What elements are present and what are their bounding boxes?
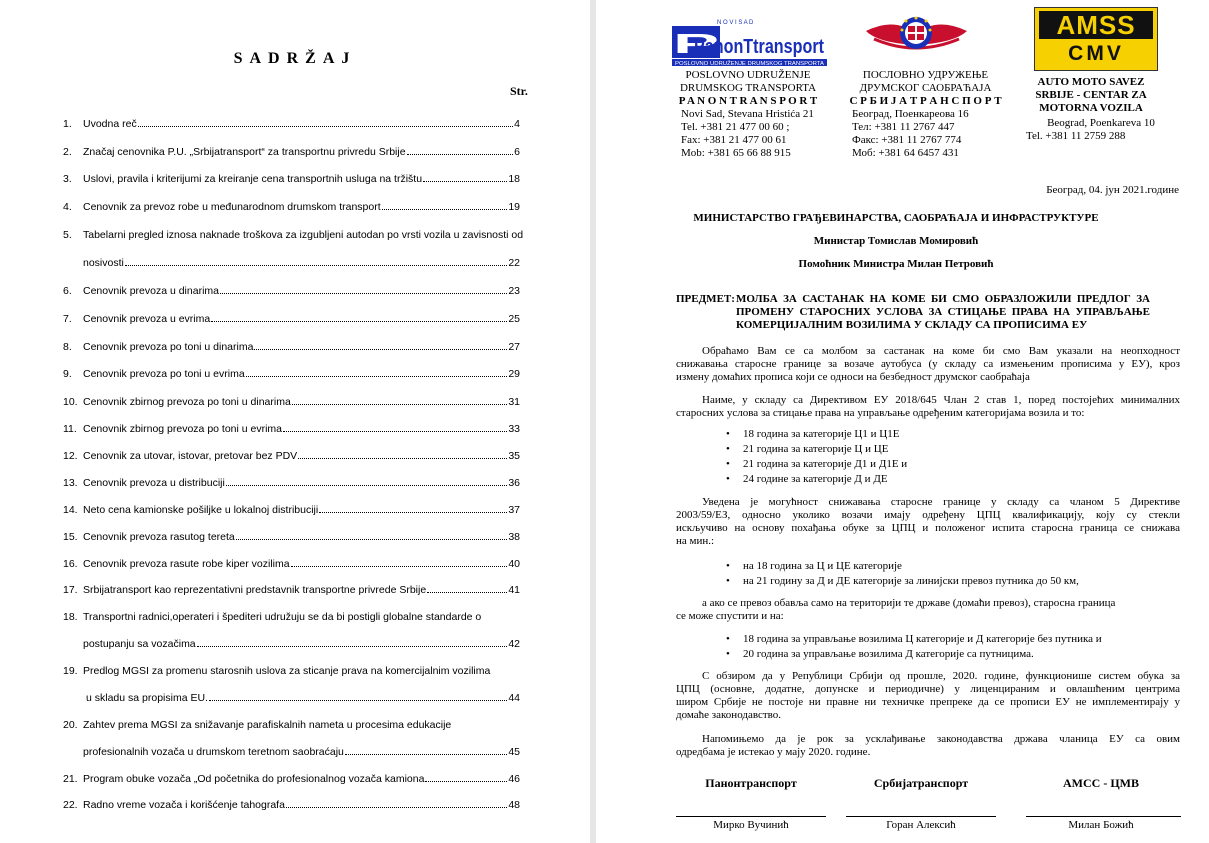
- toc-entry-page: 4: [514, 118, 520, 130]
- signature-line: [846, 816, 996, 817]
- toc-entry-page: 35: [508, 450, 520, 462]
- age-list-1: [743, 427, 1163, 487]
- toc-entry-page: 29: [508, 368, 520, 380]
- paragraph-5: [676, 670, 1180, 722]
- para-line: Уведена је могућност снижавања старосне границе у складу са чланом 5 Директиве: [702, 496, 1180, 508]
- toc-entry-text: Cenovnik prevoza po toni u dinarima: [83, 341, 254, 353]
- para-line: домаће законодавство.: [676, 709, 782, 721]
- toc-entry-page: 33: [508, 423, 520, 435]
- list-item: • 21 година за категорије Д1 и Д1Е и: [743, 457, 1163, 472]
- para-line: Обраћамо Вам се са молбом за састанак на коме би смо Вам указали на неопходност: [702, 345, 1180, 357]
- toc-entry: [83, 228, 523, 242]
- toc-entry-text: Predlog MGSI za promenu starosnih uslova za sticanje prava na komercijalnim vozilima: [83, 665, 491, 677]
- para-line: Наиме, у складу са Директивом ЕУ 2018/645 Члан 2 став 1, поред постојећих минималних: [702, 394, 1180, 406]
- srbijatransport-logo: [864, 9, 969, 69]
- toc-entry: [83, 117, 513, 131]
- toc-leader-dots: [345, 745, 507, 755]
- toc-entry: [83, 312, 507, 326]
- toc-entry-text: Program obuke vozača „Od početnika do profesionalnog vozača kamiona: [83, 773, 425, 785]
- toc-page-header: Str.: [510, 84, 528, 98]
- subject-label: ПРЕДМЕТ:: [676, 293, 735, 305]
- toc-entry-number: 16.: [63, 558, 78, 570]
- para-line: измену домаћих прописа који се односи на безбедност друмског саобраћаја: [676, 371, 1030, 383]
- amss-logo: [1034, 7, 1158, 71]
- letter-date: Београд, 04. јун 2021.године: [1046, 184, 1179, 196]
- toc-entry-page: 38: [508, 531, 520, 543]
- toc-entry-page: 22: [508, 257, 520, 269]
- org-panontransport-header: [658, 69, 838, 108]
- signatory-org-1: Панонтранспорт: [705, 776, 797, 790]
- org-detail: Моб: +381 64 6457 431: [852, 147, 959, 159]
- toc-entry: [83, 395, 507, 409]
- toc-leader-dots: [211, 312, 507, 322]
- subject-line: ПРОМЕНУ СТАРОСНИХ УСЛОВА ЗА СТИЦАЊЕ ПРАВА НА УПРАВЉАЊЕ: [736, 306, 1150, 318]
- subject-text: [736, 293, 1150, 332]
- toc-entry-number: 9.: [63, 368, 72, 380]
- org-detail: Mob: +381 65 66 88 915: [681, 147, 791, 159]
- toc-entry-number: 4.: [63, 201, 72, 213]
- signature-line: [1026, 816, 1181, 817]
- toc-leader-dots: [427, 583, 507, 593]
- toc-entry-number: 15.: [63, 531, 78, 543]
- list-item: • на 21 годину за Д и ДЕ категорије за линијски превоз путника до 50 км,: [743, 574, 1173, 589]
- toc-entry: [83, 798, 507, 812]
- toc-entry: [83, 284, 507, 298]
- recipient-ministry: МИНИСТАРСТВО ГРАЂЕВИНАРСТВА, САОБРАЋАЈА И ИНФРАСТРУКТУРЕ: [693, 212, 1099, 224]
- toc-entry-page: 25: [508, 313, 520, 325]
- toc-entry-number: 3.: [63, 173, 72, 185]
- toc-entry-text: Cenovnik prevoza rasute robe kiper vozilima: [83, 558, 290, 570]
- toc-entry: [83, 172, 507, 186]
- toc-entry-text: Transportni radnici,operateri i špediteri udružuju se da bi postigli globalne standarde o: [83, 611, 482, 623]
- toc-entry-text: Cenovnik prevoza u distribuciji: [83, 477, 225, 489]
- toc-leader-dots: [298, 449, 507, 459]
- toc-entry-page: 18: [508, 173, 520, 185]
- toc-leader-dots: [236, 530, 507, 540]
- toc-entry: [83, 583, 507, 597]
- signatory-org-2: Србијатранспорт: [873, 776, 969, 790]
- org-line: SRBIJE - CENTAR ZA: [1035, 89, 1147, 101]
- toc-entry-text: Cenovnik zbirnog prevoza po toni u evrima: [83, 423, 283, 435]
- toc-entry-text: Značaj cenovnika P.U. „Srbijatransport“ za transportnu privredu Srbije: [83, 146, 406, 158]
- toc-leader-dots: [319, 503, 507, 513]
- toc-entry-text: Cenovnik zbirnog prevoza po toni u dinarima: [83, 396, 291, 408]
- toc-entry-number: 14.: [63, 504, 78, 516]
- toc-entry-text: postupanju sa vozačima: [83, 638, 196, 650]
- toc-leader-dots: [291, 557, 507, 567]
- paragraph-3: [676, 496, 1180, 548]
- panon-logo-p: P: [673, 28, 719, 59]
- org-amss-details: [1026, 117, 1176, 143]
- amss-logo-top: AMSS: [1039, 11, 1153, 39]
- toc-entry-page: 19: [508, 201, 520, 213]
- org-line: POSLOVNO UDRUŽENJE: [685, 69, 811, 81]
- toc-leader-dots: [292, 395, 507, 405]
- toc-entry-number: 20.: [63, 719, 78, 731]
- para-line: старосних услова за стицање права на управљање одређеним категоријама возила и то:: [676, 407, 1085, 419]
- org-line: ПОСЛОВНО УДРУЖЕЊЕ: [862, 69, 989, 81]
- toc-leader-dots: [125, 256, 507, 266]
- para-line: 2003/59/ЕЗ, односно уколико возачи имају одређену ЦПЦ квалификацију, коју су стекли: [676, 509, 1180, 521]
- toc-entry-text: Tabelarni pregled iznosa naknade troškova za izgubljeni autodan po vrsti vozila u zavisnosti od: [83, 229, 524, 241]
- org-detail: Novi Sad, Stevana Hristića 21: [681, 108, 814, 120]
- toc-entry: [83, 200, 507, 214]
- toc-entry-number: 11.: [63, 423, 77, 435]
- org-name: С Р Б И Ј А Т Р А Н С П О Р Т: [849, 95, 1002, 107]
- toc-entry-page: 45: [508, 746, 520, 758]
- signature-line: [676, 816, 826, 817]
- panon-logo-main: PanonTtransport: [694, 36, 825, 58]
- toc-entry-page: 41: [508, 584, 520, 596]
- toc-leader-dots: [254, 340, 507, 350]
- subject-line: МОЛБА ЗА САСТАНАК НА КОМЕ БИ СМО ОБРАЗЛОЖИЛИ ПРЕДЛОГ ЗА: [736, 293, 1150, 305]
- toc-entry: [83, 610, 481, 624]
- toc-entry-text: Cenovnik prevoza rasutog tereta: [83, 531, 235, 543]
- toc-leader-dots: [138, 117, 513, 127]
- toc-leader-dots: [382, 200, 507, 210]
- toc-entry-text: Zahtev prema MGSI za snižavanje parafiskalnih nameta u procesima edukacije: [83, 719, 452, 731]
- toc-entry-number: 8.: [63, 341, 72, 353]
- toc-entry-text: Cenovnik prevoza u dinarima: [83, 285, 219, 297]
- toc-leader-dots: [246, 367, 507, 377]
- toc-entry-text: u skladu sa propisima EU.: [86, 692, 208, 704]
- letter-recipient: [636, 207, 1156, 276]
- paragraph-2: [676, 394, 1180, 420]
- toc-entry: [83, 718, 451, 732]
- org-detail: Београд, Поенкареова 16: [852, 108, 969, 120]
- org-detail: Tel. +381 11 2759 288: [1026, 130, 1126, 142]
- org-srbijatransport-header: [843, 69, 1008, 108]
- toc-entry-page: 31: [508, 396, 520, 408]
- toc-entry-number: 19.: [63, 665, 78, 677]
- toc-entry: [83, 664, 490, 678]
- list-item: • на 18 година за Ц и ЦЕ категорије: [743, 559, 1173, 574]
- toc-leader-dots: [423, 172, 507, 182]
- toc-title: SADRŽAJ: [233, 50, 357, 67]
- org-detail: Fax: +381 21 477 00 61: [681, 134, 787, 146]
- toc-entry: [83, 449, 507, 463]
- org-detail: Beograd, Poenkareva 10: [1047, 117, 1155, 129]
- toc-entry-number: 10.: [63, 396, 78, 408]
- toc-leader-dots: [286, 798, 507, 808]
- toc-entry-number: 5.: [63, 229, 72, 241]
- toc-entry: [83, 367, 507, 381]
- signatory-name-1: Мирко Вучинић: [713, 819, 789, 831]
- toc-entry: [83, 530, 507, 544]
- age-list-3: [743, 632, 1173, 662]
- toc-entry-number: 13.: [63, 477, 78, 489]
- paragraph-4: [676, 597, 1180, 623]
- org-name: P A N O N T R A N S P O R T: [678, 95, 818, 107]
- toc-page: [0, 0, 590, 843]
- toc-entry-page: 23: [508, 285, 520, 297]
- toc-entry: [83, 145, 513, 159]
- toc-entry-number: 12.: [63, 450, 78, 462]
- toc-leader-dots: [197, 637, 507, 647]
- toc-entry: [83, 745, 507, 759]
- paragraph-6: [676, 733, 1180, 759]
- toc-entry-page: 36: [508, 477, 520, 489]
- list-item: • 21 година за категорије Ц и ЦЕ: [743, 442, 1163, 457]
- signatory-name-2: Горан Алексић: [886, 819, 956, 831]
- toc-entry-text: Neto cena kamionske pošiljke u lokalnoj distribuciji: [83, 504, 319, 516]
- toc-entry-text: Cenovnik prevoza po toni u evrima: [83, 368, 245, 380]
- list-item: • 18 година за управљање возилима Ц категорије и Д категорије без путника и: [743, 632, 1173, 647]
- org-amss-header: [1021, 76, 1161, 115]
- para-line: одредбама је истекао у мају 2020. године.: [676, 746, 871, 758]
- toc-entry: [83, 503, 507, 517]
- list-item: • 18 година за категорије Ц1 и Ц1Е: [743, 427, 1163, 442]
- toc-entry-page: 40: [508, 558, 520, 570]
- toc-entry: [83, 476, 507, 490]
- toc-entry-number: 21.: [63, 773, 78, 785]
- org-line: MOTORNA VOZILA: [1039, 102, 1143, 114]
- recipient-assistant: Помоћник Министра Милан Петровић: [798, 258, 994, 270]
- org-srbijatransport-details: [852, 108, 1012, 160]
- org-line: ДРУМСКОГ САОБРАЋАЈА: [859, 82, 992, 94]
- toc-entry-number: 17.: [63, 584, 78, 596]
- toc-entry: [83, 637, 507, 651]
- toc-leader-dots: [425, 772, 507, 782]
- toc-entry-number: 2.: [63, 146, 72, 158]
- toc-leader-dots: [220, 284, 507, 294]
- recipient-minister: Министар Томислав Момировић: [813, 235, 979, 247]
- toc-entry-text: nosivosti: [83, 257, 124, 269]
- toc-entry-text: Radno vreme vozača i korišćenje tahografa: [83, 799, 285, 811]
- toc-leader-dots: [209, 691, 507, 701]
- toc-entry: [83, 557, 507, 571]
- para-line: на мин.:: [676, 535, 715, 547]
- toc-entry-text: Uslovi, pravila i kriterijumi za kreiranje cena transportnih usluga na tržištu: [83, 173, 423, 185]
- toc-entry-text: profesionalnih vozača u drumskom teretnom saobraćaju: [83, 746, 344, 758]
- org-detail: Факс: +381 11 2767 774: [852, 134, 962, 146]
- toc-entry: [86, 691, 507, 705]
- paragraph-1: [676, 345, 1180, 384]
- toc-entry-page: 44: [508, 692, 520, 704]
- list-item: • 24 године за категорије Д и ДЕ: [743, 472, 1163, 487]
- toc-entry-page: 37: [508, 504, 520, 516]
- letter-page: [596, 0, 1209, 843]
- toc-leader-dots: [226, 476, 507, 486]
- panontransport-logo: [672, 17, 827, 67]
- toc-entry-page: 6: [514, 146, 520, 158]
- list-item: • 20 година за управљање возилима Д категорије са путницима.: [743, 647, 1173, 662]
- para-line: С обзиром да у Републици Србији од прошле, 2020. године, функционише систем обука за: [702, 670, 1180, 682]
- age-list-2: [743, 559, 1173, 589]
- toc-entry-text: Uvodna reč: [83, 118, 137, 130]
- para-line: се може спустити и на:: [676, 610, 784, 622]
- toc-entry-number: 18.: [63, 611, 78, 623]
- toc-entry-text: Cenovnik za utovar, istovar, pretovar bez PDV: [83, 450, 298, 462]
- toc-entry-text: Cenovnik za prevoz robe u međunarodnom drumskom transport: [83, 201, 381, 213]
- org-detail: Tel. +381 21 477 00 60 ;: [681, 121, 790, 133]
- toc-entry-page: 27: [508, 341, 520, 353]
- subject-line: КОМЕРЦИЈАЛНИМ ВОЗИЛИМА У СКЛАДУ СА ПРОПИСИМА ЕУ: [736, 319, 1088, 331]
- org-detail: Тел: +381 11 2767 447: [852, 121, 955, 133]
- toc-entry-number: 7.: [63, 313, 72, 325]
- para-line: снижавања старосне границе за возаче аутобуса (у складу са измењеним прописима у ЕУ), кроз: [676, 358, 1180, 370]
- org-line: AUTO MOTO SAVEZ: [1037, 76, 1145, 88]
- toc-entry-text: Cenovnik prevoza u evrima: [83, 313, 211, 325]
- toc-entry-page: 48: [508, 799, 520, 811]
- toc-entry: [83, 256, 507, 270]
- panon-logo-top: N O V I S A D: [717, 20, 754, 26]
- para-line: Напомињемо да је рок за усклађивање законодавства држава чланица ЕУ са овим: [702, 733, 1180, 745]
- para-line: а ако се превоз обавља само на територији те државе (домаћи превоз), старосна граница: [702, 597, 1116, 609]
- toc-entry: [83, 340, 507, 354]
- toc-entry-number: 22.: [63, 799, 78, 811]
- toc-entry-page: 42: [508, 638, 520, 650]
- toc-entry-page: 46: [508, 773, 520, 785]
- toc-entry-number: 6.: [63, 285, 72, 297]
- panon-logo-sub: POSLOVNO UDRUŽENJE DRUMSKOG TRANSPORTA: [675, 61, 814, 67]
- toc-leader-dots: [283, 422, 507, 432]
- signatory-org-3: АМСС - ЦМВ: [1063, 776, 1139, 790]
- org-panontransport-details: [681, 108, 851, 160]
- toc-entry: [83, 422, 507, 436]
- para-line: широм Србије не постоје ни правне ни техничке препреке да се прописи ЕУ не имплементирају у: [676, 696, 1180, 708]
- toc-leader-dots: [407, 145, 513, 155]
- signatory-name-3: Милан Божић: [1068, 819, 1134, 831]
- toc-entry: [83, 772, 507, 786]
- toc-entry-number: 1.: [63, 118, 72, 130]
- para-line: ЦПЦ (основне, додатне, допунске и периодичне) у лиценцираним и овлашћеним центрима: [676, 683, 1180, 695]
- amss-logo-bottom: CMV: [1068, 42, 1124, 65]
- org-line: DRUMSKOG TRANSPORTA: [679, 82, 817, 94]
- toc-entry-text: Srbijatransport kao reprezentativni predstavnik transportne privrede Srbije: [83, 584, 427, 596]
- para-line: искључиво на основу похађања обуке за ЦПЦ и положеног испита старосна граница се снижава: [676, 522, 1180, 534]
